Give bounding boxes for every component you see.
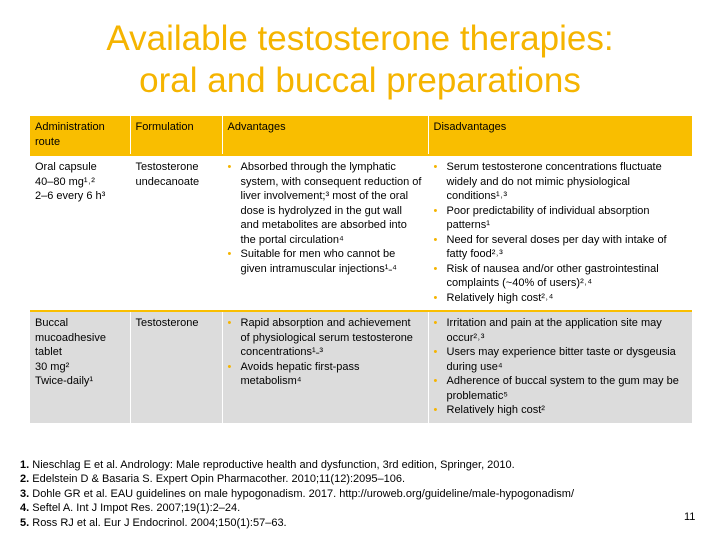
therapy-table bbox=[30, 116, 692, 423]
reference-text: Seftel A. Int J Impot Res. 2007;19(1):2–24. bbox=[32, 502, 241, 515]
cell-formulation: Testosterone undecanoate bbox=[130, 155, 222, 311]
cell-advantages bbox=[222, 311, 428, 423]
cell-route bbox=[30, 311, 130, 423]
slide-title-line1: Available testosterone therapies: bbox=[106, 19, 614, 58]
reference-item bbox=[20, 516, 680, 530]
route-line: Buccal mucoadhesive tablet bbox=[35, 317, 106, 358]
header-route: Administration route bbox=[30, 116, 130, 155]
route-line: 2–6 every 6 h³ bbox=[35, 190, 106, 202]
disadvantage-item: • Risk of nausea and/or other gastrointestinal complaints (~40% of users)²˒⁴ bbox=[434, 262, 688, 291]
advantage-item: • Suitable for men who cannot be given intramuscular injections¹˗⁴ bbox=[228, 247, 423, 276]
reference-number: 2. bbox=[20, 473, 30, 486]
table-row-buccal bbox=[30, 311, 692, 423]
reference-item bbox=[20, 487, 680, 501]
disadvantage-item: • Adherence of buccal system to the gum may be problematic⁵ bbox=[434, 374, 688, 403]
advantage-item: • Rapid absorption and achievement of physiological serum testosterone concentrations¹˗³ bbox=[228, 316, 423, 360]
reference-text: Nieschlag E et al. Andrology: Male reproductive health and dysfunction, 3rd edition, Springer, 2010. bbox=[32, 459, 515, 471]
cell-disadvantages bbox=[428, 155, 692, 311]
header-formulation: Formulation bbox=[130, 116, 222, 155]
cell-formulation: Testosterone bbox=[130, 311, 222, 423]
cell-disadvantages bbox=[428, 311, 692, 423]
reference-number: 4. bbox=[20, 502, 30, 515]
reference-text: Ross RJ et al. Eur J Endocrinol. 2004;150(1):57–63. bbox=[32, 516, 287, 529]
disadvantage-item: • Users may experience bitter taste or dysgeusia during use⁴ bbox=[434, 345, 688, 374]
slide-title-line2: oral and buccal preparations bbox=[139, 61, 581, 100]
page-number: 11 bbox=[684, 511, 696, 523]
reference-text: Edelstein D & Basaria S. Expert Opin Pharmacother. 2010;11(12):2095–106. bbox=[32, 473, 406, 486]
reference-item bbox=[20, 472, 680, 486]
advantage-item: • Absorbed through the lymphatic system, with consequent reduction of liver involvement;³ most of the oral dose is hydrolyzed in the gut wall and metabolites are absorbed into the portal circulation⁴ bbox=[228, 160, 423, 247]
disadvantage-item: • Serum testosterone concentrations fluctuate widely and do not mimic physiological conditions¹˒³ bbox=[434, 160, 688, 204]
route-line: 30 mg² bbox=[35, 360, 70, 373]
reference-number: 3. bbox=[20, 487, 30, 500]
advantage-item: • Avoids hepatic first-pass metabolism⁴ bbox=[228, 360, 423, 389]
disadvantage-item: • Poor predictability of individual absorption patterns¹ bbox=[434, 204, 688, 233]
cell-advantages bbox=[222, 155, 428, 311]
disadvantage-item: • Relatively high cost²˒⁴ bbox=[434, 291, 688, 306]
references bbox=[20, 458, 680, 530]
reference-item bbox=[20, 501, 680, 515]
reference-text: Dohle GR et al. EAU guidelines on male hypogonadism. 2017. http://uroweb.org/guideline/male-hypogonadism/ bbox=[32, 487, 575, 500]
header-advantages: Advantages bbox=[222, 116, 428, 155]
disadvantage-item: • Need for several doses per day with intake of fatty food²˒³ bbox=[434, 233, 688, 262]
table-header-row bbox=[30, 116, 692, 155]
disadvantage-item: • Relatively high cost² bbox=[434, 403, 688, 418]
route-line: Oral capsule bbox=[35, 161, 97, 173]
cell-route bbox=[30, 155, 130, 311]
route-line: 40–80 mg¹˒² bbox=[35, 175, 95, 188]
route-line: Twice-daily¹ bbox=[35, 375, 94, 387]
header-disadvantages: Disadvantages bbox=[433, 121, 507, 133]
table-row-oral bbox=[30, 155, 692, 311]
reference-number: 1. bbox=[20, 459, 30, 471]
reference-number: 5. bbox=[20, 516, 30, 529]
slide-title bbox=[0, 18, 720, 102]
disadvantage-item: • Irritation and pain at the application site may occur²˒³ bbox=[434, 316, 688, 345]
reference-item bbox=[20, 458, 680, 472]
